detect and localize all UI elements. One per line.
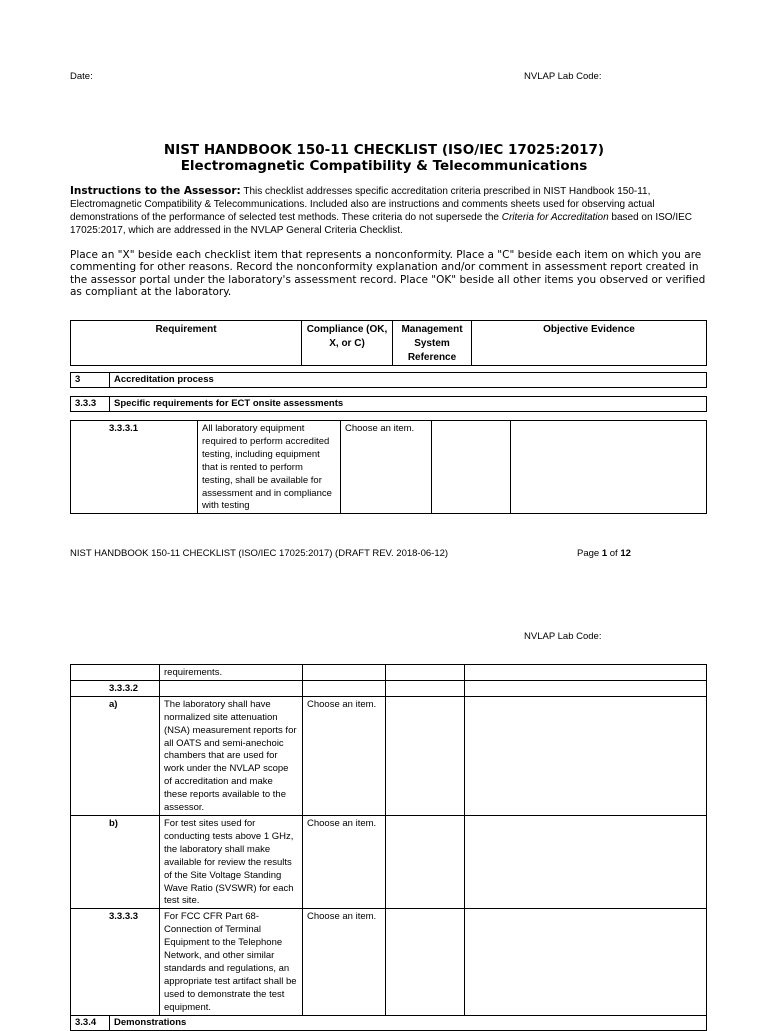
- checklist-header-table: [70, 320, 707, 366]
- instructions-heading: Instructions to the Assessor:: [70, 185, 241, 197]
- page-subtitle: Electromagnetic Compatibility & Telecommunications: [180, 158, 588, 174]
- placement-paragraph: Place an "X" beside each checklist item that represents a nonconformity. Place a "C" beside each item on which you are commenting for other reasons. Record the nonconformity explanation and/or comment in assessment report created in the assessor portal under the laboratory's assessment record. Place "OK" beside all other items you observed or verified as compliant at the laboratory.: [70, 249, 706, 298]
- item-requirement: All laboratory equipment required to perform accredited testing, including equipment that is rented to perform testing, shall be available for assessment and in compliance with testing: [198, 421, 341, 514]
- item-requirement-b: For test sites used for conducting tests above 1 GHz, the laboratory shall make available for review the results of the Site Voltage Standing Wave Ratio (SVSWR) for each test site.: [160, 815, 303, 908]
- date-label: Date:: [70, 71, 93, 82]
- management-reference-cell[interactable]: [432, 421, 511, 514]
- objective-evidence-cell[interactable]: [511, 421, 707, 514]
- item-number-b: b): [71, 815, 160, 908]
- page-title: NIST HANDBOOK 150-11 CHECKLIST (ISO/IEC 17025:2017): [163, 142, 605, 158]
- item-number-a: a): [71, 696, 160, 815]
- page-number: [577, 548, 631, 559]
- page-current: 1: [601, 548, 608, 559]
- footer-text: NIST HANDBOOK 150-11 CHECKLIST (ISO/IEC 17025:2017) (DRAFT REV. 2018-06-12): [70, 548, 449, 559]
- page-label: Page: [577, 548, 602, 559]
- management-reference-cell-3333[interactable]: [386, 909, 465, 1015]
- section-number: 3.3.3: [71, 397, 110, 412]
- section-title: Specific requirements for ECT onsite assessments: [110, 397, 707, 412]
- checklist-row-3331: [70, 420, 707, 514]
- section-row-3: [70, 372, 707, 388]
- management-reference-cell-b[interactable]: [386, 815, 465, 908]
- section-row-333: [70, 396, 707, 412]
- section-title: Demonstrations: [110, 1016, 707, 1031]
- section-number: 3.3.4: [71, 1016, 110, 1031]
- compliance-dropdown-b[interactable]: Choose an item.: [303, 815, 386, 908]
- management-reference-cell-a[interactable]: [386, 696, 465, 815]
- item-number-3333: 3.3.3.3: [71, 909, 160, 1015]
- instructions-text-2: based on ISO/IEC 17025:2017, which are addressed in the NVLAP General Criteria Checklist.: [70, 212, 693, 236]
- item-requirement-3333: For FCC CFR Part 68-Connection of Terminal Equipment to the Telephone Network, and other similar standards and regulations, an appropriate test artifact shall be used to demonstrate the test equipment.: [160, 909, 303, 1015]
- compliance-dropdown[interactable]: Choose an item.: [341, 421, 432, 514]
- header-compliance: Compliance (OK, X, or C): [302, 321, 393, 366]
- header-requirement: Requirement: [71, 321, 302, 366]
- header-management: Management System Reference: [393, 321, 472, 366]
- instructions-italic: Criteria for Accreditation: [501, 212, 609, 223]
- lab-code-label: NVLAP Lab Code:: [524, 71, 602, 82]
- page-of: of: [607, 548, 621, 559]
- objective-evidence-cell-a[interactable]: [465, 696, 707, 815]
- compliance-dropdown-a[interactable]: Choose an item.: [303, 696, 386, 815]
- lab-code-label-page2: NVLAP Lab Code:: [524, 631, 602, 642]
- section-number: 3: [71, 373, 110, 388]
- instructions-text-1: This checklist addresses specific accreditation criteria prescribed in NIST Handbook 150-11, Electromagnetic Compatibility & Telecommunications. Included also are instructions and comments sheets used for observing actual demonstrations of the performance of selected test methods. These criteria do not supersede the: [70, 186, 655, 223]
- item-number: 3.3.3.2: [71, 680, 160, 696]
- compliance-dropdown-3333[interactable]: Choose an item.: [303, 909, 386, 1015]
- section-title: Accreditation process: [110, 373, 707, 388]
- page-total: 12: [620, 548, 631, 559]
- item-number: 3.3.3.1: [71, 421, 198, 514]
- section-row-334: [70, 1015, 707, 1031]
- item-requirement-a: The laboratory shall have normalized site attenuation (NSA) measurement reports for all OATS and semi-anechoic chambers that are used for work under the NVLAP scope of accreditation and make these reports available to the assessor.: [160, 696, 303, 815]
- objective-evidence-cell-3333[interactable]: [465, 909, 707, 1015]
- objective-evidence-cell-b[interactable]: [465, 815, 707, 908]
- header-evidence: Objective Evidence: [472, 321, 707, 366]
- checklist-table-page2: [70, 664, 707, 1016]
- item-requirement-continued: requirements.: [160, 665, 303, 681]
- instructions-paragraph: [70, 185, 710, 237]
